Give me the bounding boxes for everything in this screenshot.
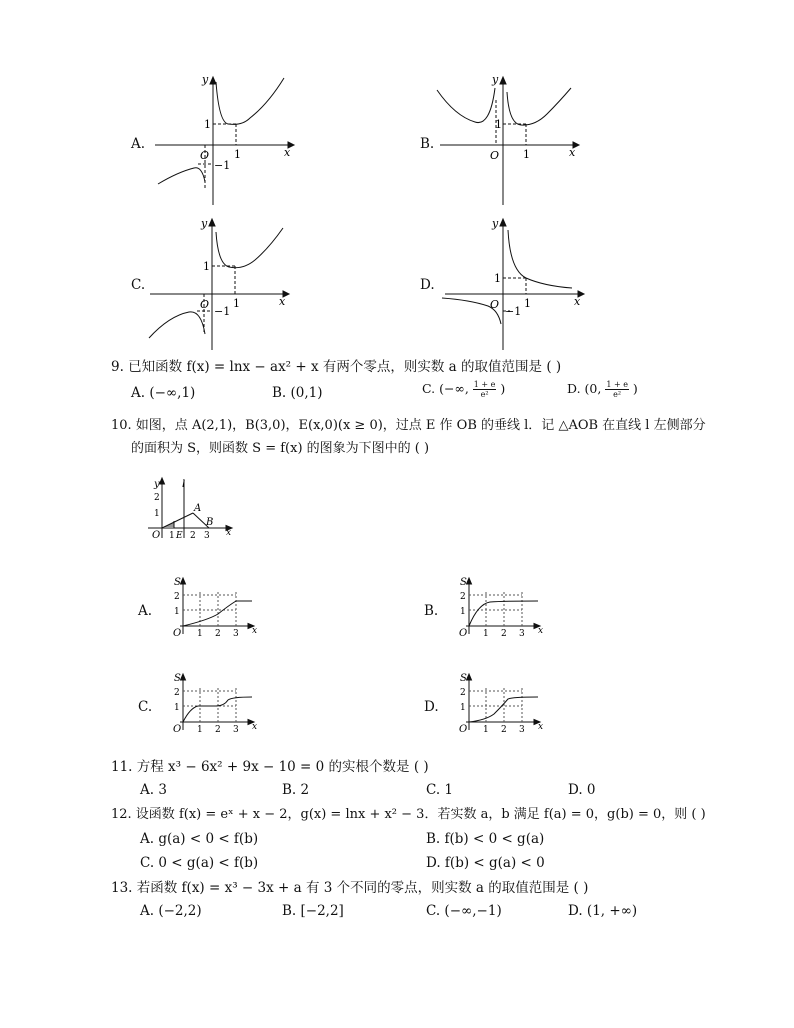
q13-option-a: A. (−2,2) <box>140 903 202 919</box>
fig-y-label: y <box>154 479 160 490</box>
q10-stem-line2: 的面积为 S，则函数 S = f(x) 的图象为下图中的 ( ) <box>131 441 430 456</box>
q8-graph-b <box>435 70 585 210</box>
axis-y-label: y <box>492 217 499 230</box>
svg-text:O: O <box>459 724 468 735</box>
axis-x-label: x <box>574 295 581 308</box>
q11-option-d: D. 0 <box>568 782 596 798</box>
fig-b-label: B <box>206 517 214 528</box>
fraction: $\frac{1 + e}{\text{e²}}$ <box>473 380 496 399</box>
svg-text:3: 3 <box>519 725 525 735</box>
fig-a-label: A <box>194 503 202 514</box>
q13-option-d: D. (1, +∞) <box>568 903 638 919</box>
tick-label: 1 <box>494 272 501 285</box>
svg-text:x: x <box>538 626 544 636</box>
svg-text:1: 1 <box>483 629 489 639</box>
q13-stem: 13. 若函数 f(x) = x³ − 3x + a 有 3 个不同的零点，则实数 a 的取值范围是 ( ) <box>111 880 589 896</box>
svg-text:3: 3 <box>204 531 210 541</box>
svg-text:O: O <box>173 724 182 735</box>
tick-label: 1 <box>204 118 211 131</box>
svg-text:x: x <box>252 626 258 636</box>
q11-option-c: C. 1 <box>426 782 454 798</box>
svg-text:2: 2 <box>174 688 180 698</box>
tick-label: 1 <box>203 260 210 273</box>
q10-option-d-label: D. <box>424 699 439 715</box>
q8-option-d-label: D. <box>420 277 435 293</box>
q10-option-a-label: A. <box>138 603 153 619</box>
axis-y-label: y <box>202 73 209 86</box>
svg-text:S: S <box>460 673 467 684</box>
tick-label: 1 <box>495 118 502 131</box>
svg-text:1: 1 <box>174 703 180 713</box>
svg-text:1: 1 <box>174 607 180 617</box>
q9-option-c: C. (−∞, $\frac{1 + e}{\text{e²}}$ ) <box>422 380 506 399</box>
svg-text:2: 2 <box>174 592 180 602</box>
tick-label: −1 <box>505 305 522 318</box>
q11-stem: 11. 方程 x³ − 6x² + 9x − 10 = 0 的实根个数是 ( ) <box>111 759 429 775</box>
tick-label: 1 <box>524 297 531 310</box>
svg-text:1: 1 <box>197 725 203 735</box>
q12-option-b: B. f(b) < 0 < g(a) <box>426 831 545 847</box>
q9-option-d: D. (0, $\frac{1 + e}{\text{e²}}$ ) <box>567 380 638 399</box>
svg-text:E: E <box>176 531 183 541</box>
q8-option-c-label: C. <box>131 277 146 293</box>
svg-text:S: S <box>174 577 181 588</box>
origin-label: O <box>200 149 210 162</box>
svg-text:3: 3 <box>233 725 239 735</box>
tick-label: −1 <box>214 159 231 172</box>
axis-x-label: x <box>284 146 291 159</box>
svg-text:2: 2 <box>215 725 221 735</box>
q12-option-c: C. 0 < g(a) < f(b) <box>140 855 259 871</box>
fraction: $\frac{1 + e}{\text{e²}}$ <box>606 380 628 399</box>
q10-graph-d <box>454 666 549 736</box>
svg-text:x: x <box>538 722 544 732</box>
svg-text:2: 2 <box>460 688 466 698</box>
svg-text:2: 2 <box>460 592 466 602</box>
svg-text:2: 2 <box>190 531 196 541</box>
fig-l-label: l <box>182 479 186 490</box>
axis-y-label: y <box>201 217 208 230</box>
q8-graph-c <box>145 212 295 352</box>
q11-option-b: B. 2 <box>282 782 310 798</box>
tick-label: −1 <box>214 305 231 318</box>
svg-text:S: S <box>460 577 467 588</box>
q10-option-c-label: C. <box>138 699 153 715</box>
q8-graph-d <box>440 212 590 352</box>
q10-figure <box>138 476 238 546</box>
svg-text:3: 3 <box>233 629 239 639</box>
svg-text:O: O <box>173 628 182 639</box>
svg-text:x: x <box>226 528 232 538</box>
axis-x-label: x <box>279 295 286 308</box>
svg-text:2: 2 <box>501 725 507 735</box>
axis-x-label: x <box>569 146 576 159</box>
axis-y-label: y <box>492 73 499 86</box>
q13-option-b: B. [−2,2] <box>282 903 344 919</box>
svg-text:x: x <box>252 722 258 732</box>
q10-graph-b <box>454 570 549 640</box>
tick-label: 1 <box>523 148 530 161</box>
q9-stem: 9. 已知函数 f(x) = lnx − ax² + x 有两个零点，则实数 a 的取值范围是 ( ) <box>111 359 562 375</box>
svg-text:2: 2 <box>215 629 221 639</box>
q11-option-a: A. 3 <box>140 782 167 798</box>
q10-option-b-label: B. <box>424 603 439 619</box>
q12-option-d: D. f(b) < g(a) < 0 <box>426 855 545 871</box>
origin-label: O <box>490 298 500 311</box>
q10-stem-line1: 10. 如图，点 A(2,1)，B(3,0)，E(x,0)(x ≥ 0)，过点 E 作 OB 的垂线 l．记 △AOB 在直线 l 左侧部分 <box>111 418 706 433</box>
q12-stem: 12. 设函数 f(x) = eˣ + x − 2，g(x) = lnx + x² − 3．若实数 a，b 满足 f(a) = 0，g(b) = 0，则 ( ) <box>111 807 706 822</box>
svg-text:3: 3 <box>519 629 525 639</box>
svg-text:O: O <box>459 628 468 639</box>
tick-label: 1 <box>233 297 240 310</box>
svg-text:O: O <box>152 530 161 541</box>
svg-text:1: 1 <box>483 725 489 735</box>
q8-option-b-label: B. <box>420 136 435 152</box>
svg-text:2: 2 <box>501 629 507 639</box>
q13-option-c: C. (−∞,−1) <box>426 903 502 919</box>
q9-option-a: A. (−∞,1) <box>131 385 196 401</box>
q9-option-d-prefix: D. (0, <box>567 381 602 396</box>
svg-text:1: 1 <box>154 509 160 519</box>
origin-label: O <box>490 149 500 162</box>
svg-text:S: S <box>174 673 181 684</box>
q12-option-a: A. g(a) < 0 < f(b) <box>140 831 259 847</box>
origin-label: O <box>200 298 210 311</box>
tick-label: 1 <box>234 148 241 161</box>
svg-text:2: 2 <box>154 493 160 503</box>
svg-text:1: 1 <box>197 629 203 639</box>
svg-text:1: 1 <box>460 607 466 617</box>
q10-graph-a <box>168 570 263 640</box>
q9-option-b: B. (0,1) <box>272 385 323 401</box>
svg-text:1: 1 <box>460 703 466 713</box>
q10-graph-c <box>168 666 263 736</box>
svg-text:1: 1 <box>169 531 175 541</box>
q8-option-a-label: A. <box>131 136 146 152</box>
q8-graph-a <box>150 70 300 210</box>
q9-option-c-prefix: C. (−∞, <box>422 381 469 396</box>
